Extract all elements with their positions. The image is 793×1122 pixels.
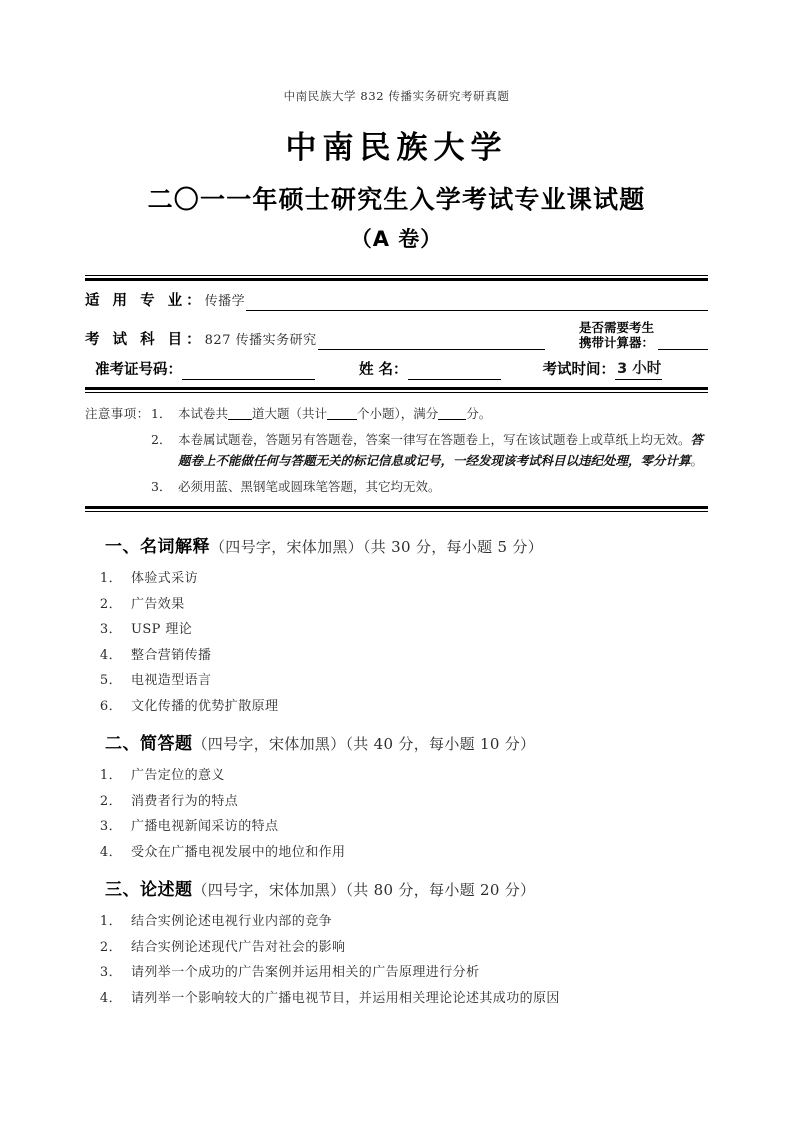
section-note: （四号字，宋体加黑）（共 80 分，每小题 20 分） [192,881,536,899]
section-title: 二、简答题 [105,734,193,754]
question-number: 3． [99,819,122,834]
section-title: 三、论述题 [105,880,193,900]
question-text: 结合实例论述电视行业内部的竞争 [131,914,333,929]
question-item [85,694,708,720]
question-number: 1． [99,914,122,929]
question-text: 受众在广播电视发展中的地位和作用 [131,844,346,860]
blank-underline-sub-count [327,406,357,420]
paper-variant-label: （A 卷） [350,227,443,251]
question-item [85,763,708,789]
calculator-label-line2: 携带计算器： [578,335,654,350]
subject-underline [318,331,545,350]
section-heading [105,729,708,759]
question-item [85,668,708,694]
major-underline [246,292,708,311]
university-title: 中南民族大学 [285,130,508,166]
section-short-answer [85,729,708,865]
question-item [85,840,708,866]
question-number: 1． [99,768,122,783]
info-block-bottom-rule [85,387,708,393]
question-number: 1． [99,571,122,586]
major-label: 适 用 专 业： [85,293,205,309]
question-text: 请列举一个影响较大的广播电视节目，并运用相关理论论述其成功的原因 [131,990,560,1006]
major-value: 传播学 [204,294,246,309]
calculator-label [579,320,654,350]
question-text: 消费者行为的特点 [131,793,239,809]
question-text: 广告效果 [131,596,185,612]
notes-heading: 注意事项： [85,406,150,421]
candidate-name-underline [408,361,501,380]
question-text: USP 理论 [131,622,193,637]
duration-value: 3 小时 [615,360,662,380]
note-item [85,476,708,497]
note-text: 本卷属试题卷，答题另有答题卷，答案一律写在答题卷上，写在该试题卷上或草纸上均无效。答题卷上不能做任何与答题无关的标记信息或记号，一经发现该考试科目以违纪处理，零分计算。 [178,432,704,468]
question-item [85,566,708,592]
question-number: 3． [99,622,122,637]
question-list [85,566,708,719]
question-text: 体验式采访 [131,571,199,586]
question-number: 2． [99,793,122,809]
question-number: 2． [99,596,122,612]
section-title: 一、名词解释 [105,537,210,557]
note-item [85,429,708,471]
note-text: 必须用蓝、黑钢笔或圆珠笔答题，其它均无效。 [178,479,441,494]
question-text: 电视造型语言 [131,673,212,688]
section-heading [105,875,708,905]
exam-info-block [85,275,708,393]
section-essay [85,875,708,1011]
question-item [85,592,708,618]
note-emphasis: 答题卷上不能做任何与答题无关的标记信息或记号，一经发现该考试科目以违纪处理，零分计算 [178,432,704,468]
ticket-number-underline [182,361,315,380]
question-text: 广告定位的意义 [131,768,225,783]
section-note: （四号字，宋体加黑）（共 30 分，每小题 5 分） [210,538,544,556]
section-heading [105,532,708,562]
question-item [85,643,708,669]
question-number: 4． [99,647,122,663]
question-text: 广播电视新闻采访的特点 [131,819,279,834]
question-text: 结合实例论述现代广告对社会的影响 [131,939,346,955]
question-item [85,789,708,815]
ticket-number-label: 准考证号码： [95,362,182,378]
major-row [85,292,708,311]
question-item [85,814,708,840]
question-list [85,909,708,1011]
question-text: 整合营销传播 [131,647,212,663]
question-item [85,909,708,935]
note-number: 3． [151,479,172,494]
question-text: 请列举一个成功的广告案例并运用相关的广告原理进行分析 [131,965,480,980]
section-note: （四号字，宋体加黑）（共 40 分，每小题 10 分） [192,735,536,753]
notes-bottom-rule [85,506,708,512]
blank-underline-major-count [228,406,252,420]
question-number: 6． [99,698,122,714]
note-item [85,403,708,424]
question-item [85,935,708,961]
question-number: 3． [99,965,122,980]
exam-notes [85,403,708,497]
note-number: 2． [151,432,172,447]
subject-row [85,320,708,350]
question-sections [85,532,708,1011]
question-item [85,960,708,986]
subject-label: 考 试 科 目： [85,332,205,348]
calculator-underline [658,334,708,350]
question-number: 4． [99,990,122,1006]
blank-underline-total-score [438,406,466,420]
section-noun-explanation [85,532,708,719]
source-watermark-line: 中南民族大学 832 传播实务研究考研真题 [283,89,510,103]
note-text: 本试卷共 道大题（共计 个小题），满分 分。 [178,406,492,421]
question-number: 2． [99,939,122,955]
question-list [85,763,708,865]
question-item [85,617,708,643]
subject-value: 827 传播实务研究 [204,333,317,348]
question-item [85,986,708,1012]
question-number: 4． [99,844,122,860]
calculator-field [579,320,708,350]
exam-title: 二〇一一年硕士研究生入学考试专业课试题 [147,185,646,214]
note-number: 1． [151,406,172,421]
question-number: 5． [99,673,122,688]
candidate-row [85,360,708,380]
calculator-label-line1: 是否需要考生 [578,320,654,335]
duration-label: 考试时间： [542,362,616,378]
question-text: 文化传播的优势扩散原理 [131,698,279,714]
candidate-name-label: 姓 名： [359,362,408,378]
